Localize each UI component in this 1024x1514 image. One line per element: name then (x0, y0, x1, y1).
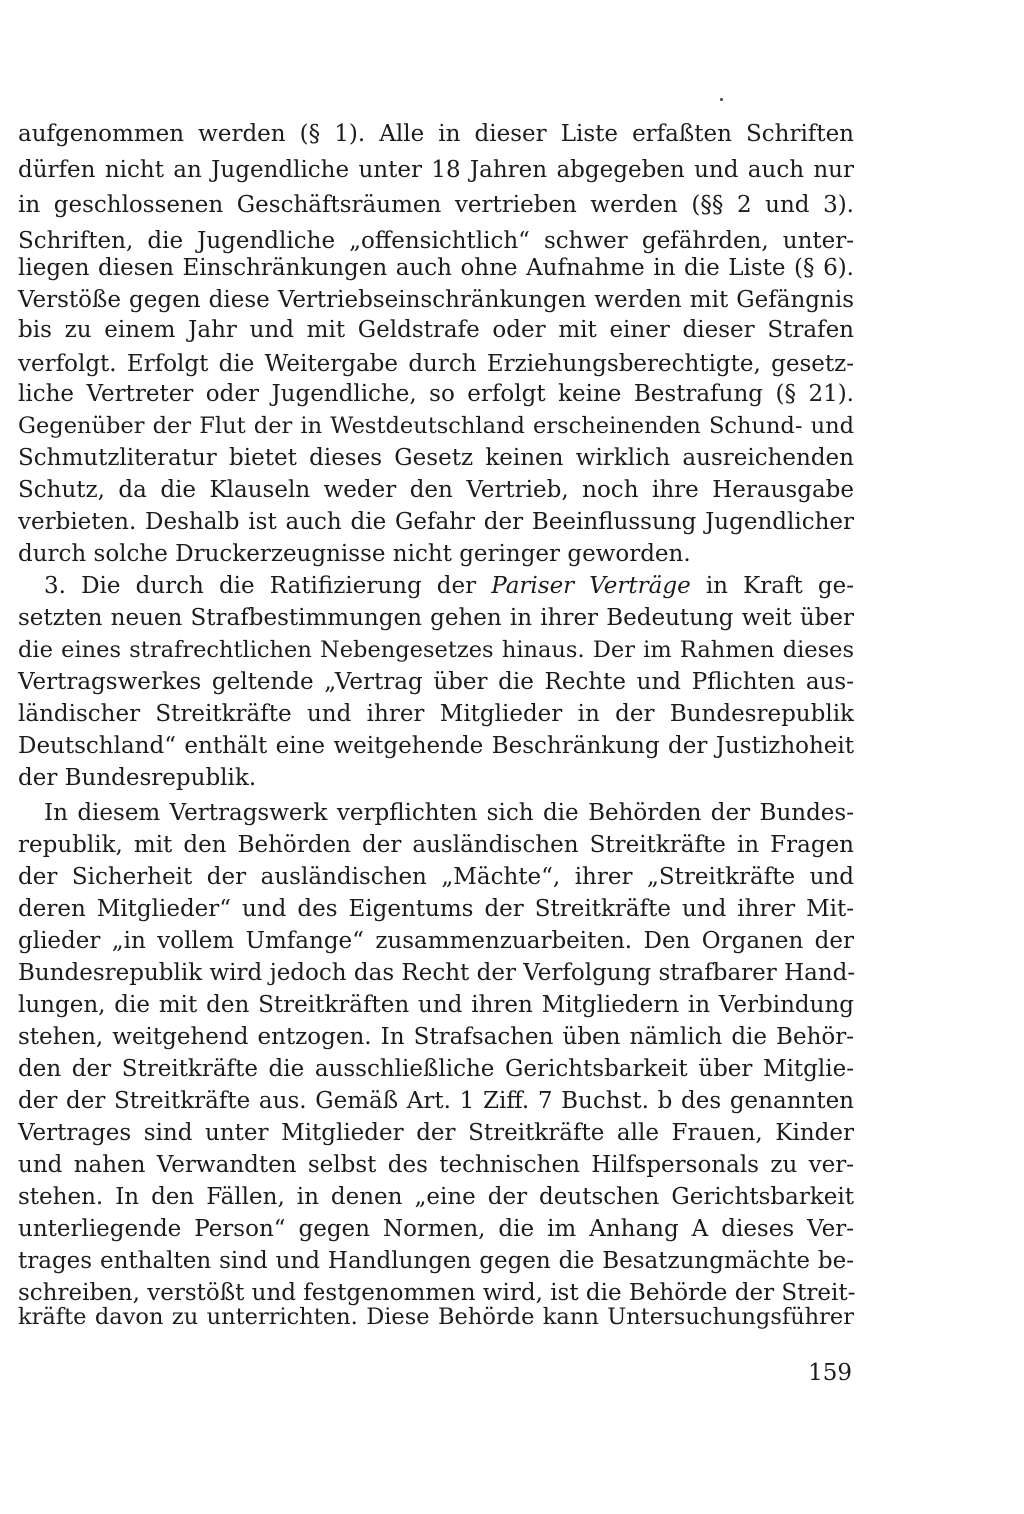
text-line: in geschlossenen Geschäftsräumen vertrieben werden (§§ 2 und 3). (18, 192, 854, 218)
text-line: dürfen nicht an Jugendliche unter 18 Jahren abgegeben und auch nur (18, 157, 854, 183)
text-line: bis zu einem Jahr und mit Geldstrafe oder mit einer dieser Strafen (18, 317, 854, 343)
text-line: unterliegende Person“ gegen Normen, die im Anhang A dieses Ver- (18, 1216, 854, 1242)
text-line: In diesem Vertragswerk verpflichten sich die Behörden der Bundes- (44, 800, 854, 826)
text-line: verbieten. Deshalb ist auch die Gefahr der Beeinflussung Jugendlicher (18, 509, 854, 535)
text-line: aufgenommen werden (§ 1). Alle in dieser Liste erfaßten Schriften (18, 121, 854, 147)
text-line: trages enthalten sind und Handlungen gegen die Besatzungmächte be- (18, 1248, 854, 1274)
text-line: lungen, die mit den Streitkräften und ihren Mitgliedern in Verbindung (18, 992, 854, 1018)
print-speck (720, 98, 723, 101)
text-line: der Sicherheit der ausländischen „Mächte“, ihrer „Streitkräfte und (18, 864, 854, 890)
text-line: und nahen Verwandten selbst des technischen Hilfspersonals zu ver- (18, 1152, 854, 1178)
text-line: glieder „in vollem Umfange“ zusammenzuarbeiten. Den Organen der (18, 928, 854, 954)
text-line: die eines strafrechtlichen Nebengesetzes hinaus. Der im Rahmen dieses (18, 637, 854, 663)
text-line: setzten neuen Strafbestimmungen gehen in ihrer Bedeutung weit über (18, 605, 854, 631)
text-line (44, 569, 854, 603)
text-line: der der Streitkräfte aus. Gemäß Art. 1 Ziff. 7 Buchst. b des genannten (18, 1088, 854, 1114)
text-line: Deutschland“ enthält eine weitgehende Beschränkung der Justizhoheit (18, 733, 854, 759)
text-line: Schutz, da die Klauseln weder den Vertrieb, noch ihre Herausgabe (18, 477, 854, 503)
text-line: liche Vertreter oder Jugendliche, so erfolgt keine Bestrafung (§ 21). (18, 381, 854, 407)
text-line: Bundesrepublik wird jedoch das Recht der Verfolgung strafbarer Hand- (18, 960, 856, 986)
text-line: Verstöße gegen diese Vertriebseinschränkungen werden mit Gefängnis (18, 287, 854, 313)
text-line: schreiben, verstößt und festgenommen wird, ist die Behörde der Streit- (18, 1280, 856, 1306)
text-line: Schriften, die Jugendliche „offensichtlich“ schwer gefährden, unter- (18, 228, 854, 254)
text-line: kräfte davon zu unterrichten. Diese Behörde kann Untersuchungsführer (18, 1304, 854, 1330)
text-line: durch solche Druckerzeugnisse nicht geringer geworden. (18, 541, 691, 567)
text-line: Schmutzliteratur bietet dieses Gesetz keinen wirklich ausreichenden (18, 445, 854, 471)
text-line: Vertragswerkes geltende „Vertrag über die Rechte und Pflichten aus- (18, 669, 854, 695)
text-line: Vertrages sind unter Mitglieder der Streitkräfte alle Frauen, Kinder (18, 1120, 854, 1146)
text-line: ländischer Streitkräfte und ihrer Mitglieder in der Bundesrepublik (18, 701, 854, 727)
text-segment: in Kraft ge- (690, 573, 854, 599)
text-line: stehen. In den Fällen, in denen „eine der deutschen Gerichtsbarkeit (18, 1184, 854, 1210)
text-line: stehen, weitgehend entzogen. In Strafsachen üben nämlich die Behör- (18, 1024, 854, 1050)
text-line: liegen diesen Einschränkungen auch ohne Aufnahme in die Liste (§ 6). (18, 255, 854, 281)
text-line: republik, mit den Behörden der ausländischen Streitkräfte in Fragen (18, 832, 854, 858)
italic-title: Pariser Verträge (491, 573, 691, 599)
text-line: den der Streitkräfte die ausschließliche Gerichtsbarkeit über Mitglie- (18, 1056, 854, 1082)
text-line: verfolgt. Erfolgt die Weitergabe durch Erziehungsberechtigte, gesetz- (18, 351, 854, 377)
page-number: 159 (808, 1360, 852, 1386)
text-segment: 3. Die durch die Ratifizierung der (44, 573, 492, 599)
text-line: deren Mitglieder“ und des Eigentums der Streitkräfte und ihrer Mit- (18, 896, 854, 922)
text-line: der Bundesrepublik. (18, 765, 257, 791)
text-line: Gegenüber der Flut der in Westdeutschland erscheinenden Schund- und (18, 413, 854, 439)
